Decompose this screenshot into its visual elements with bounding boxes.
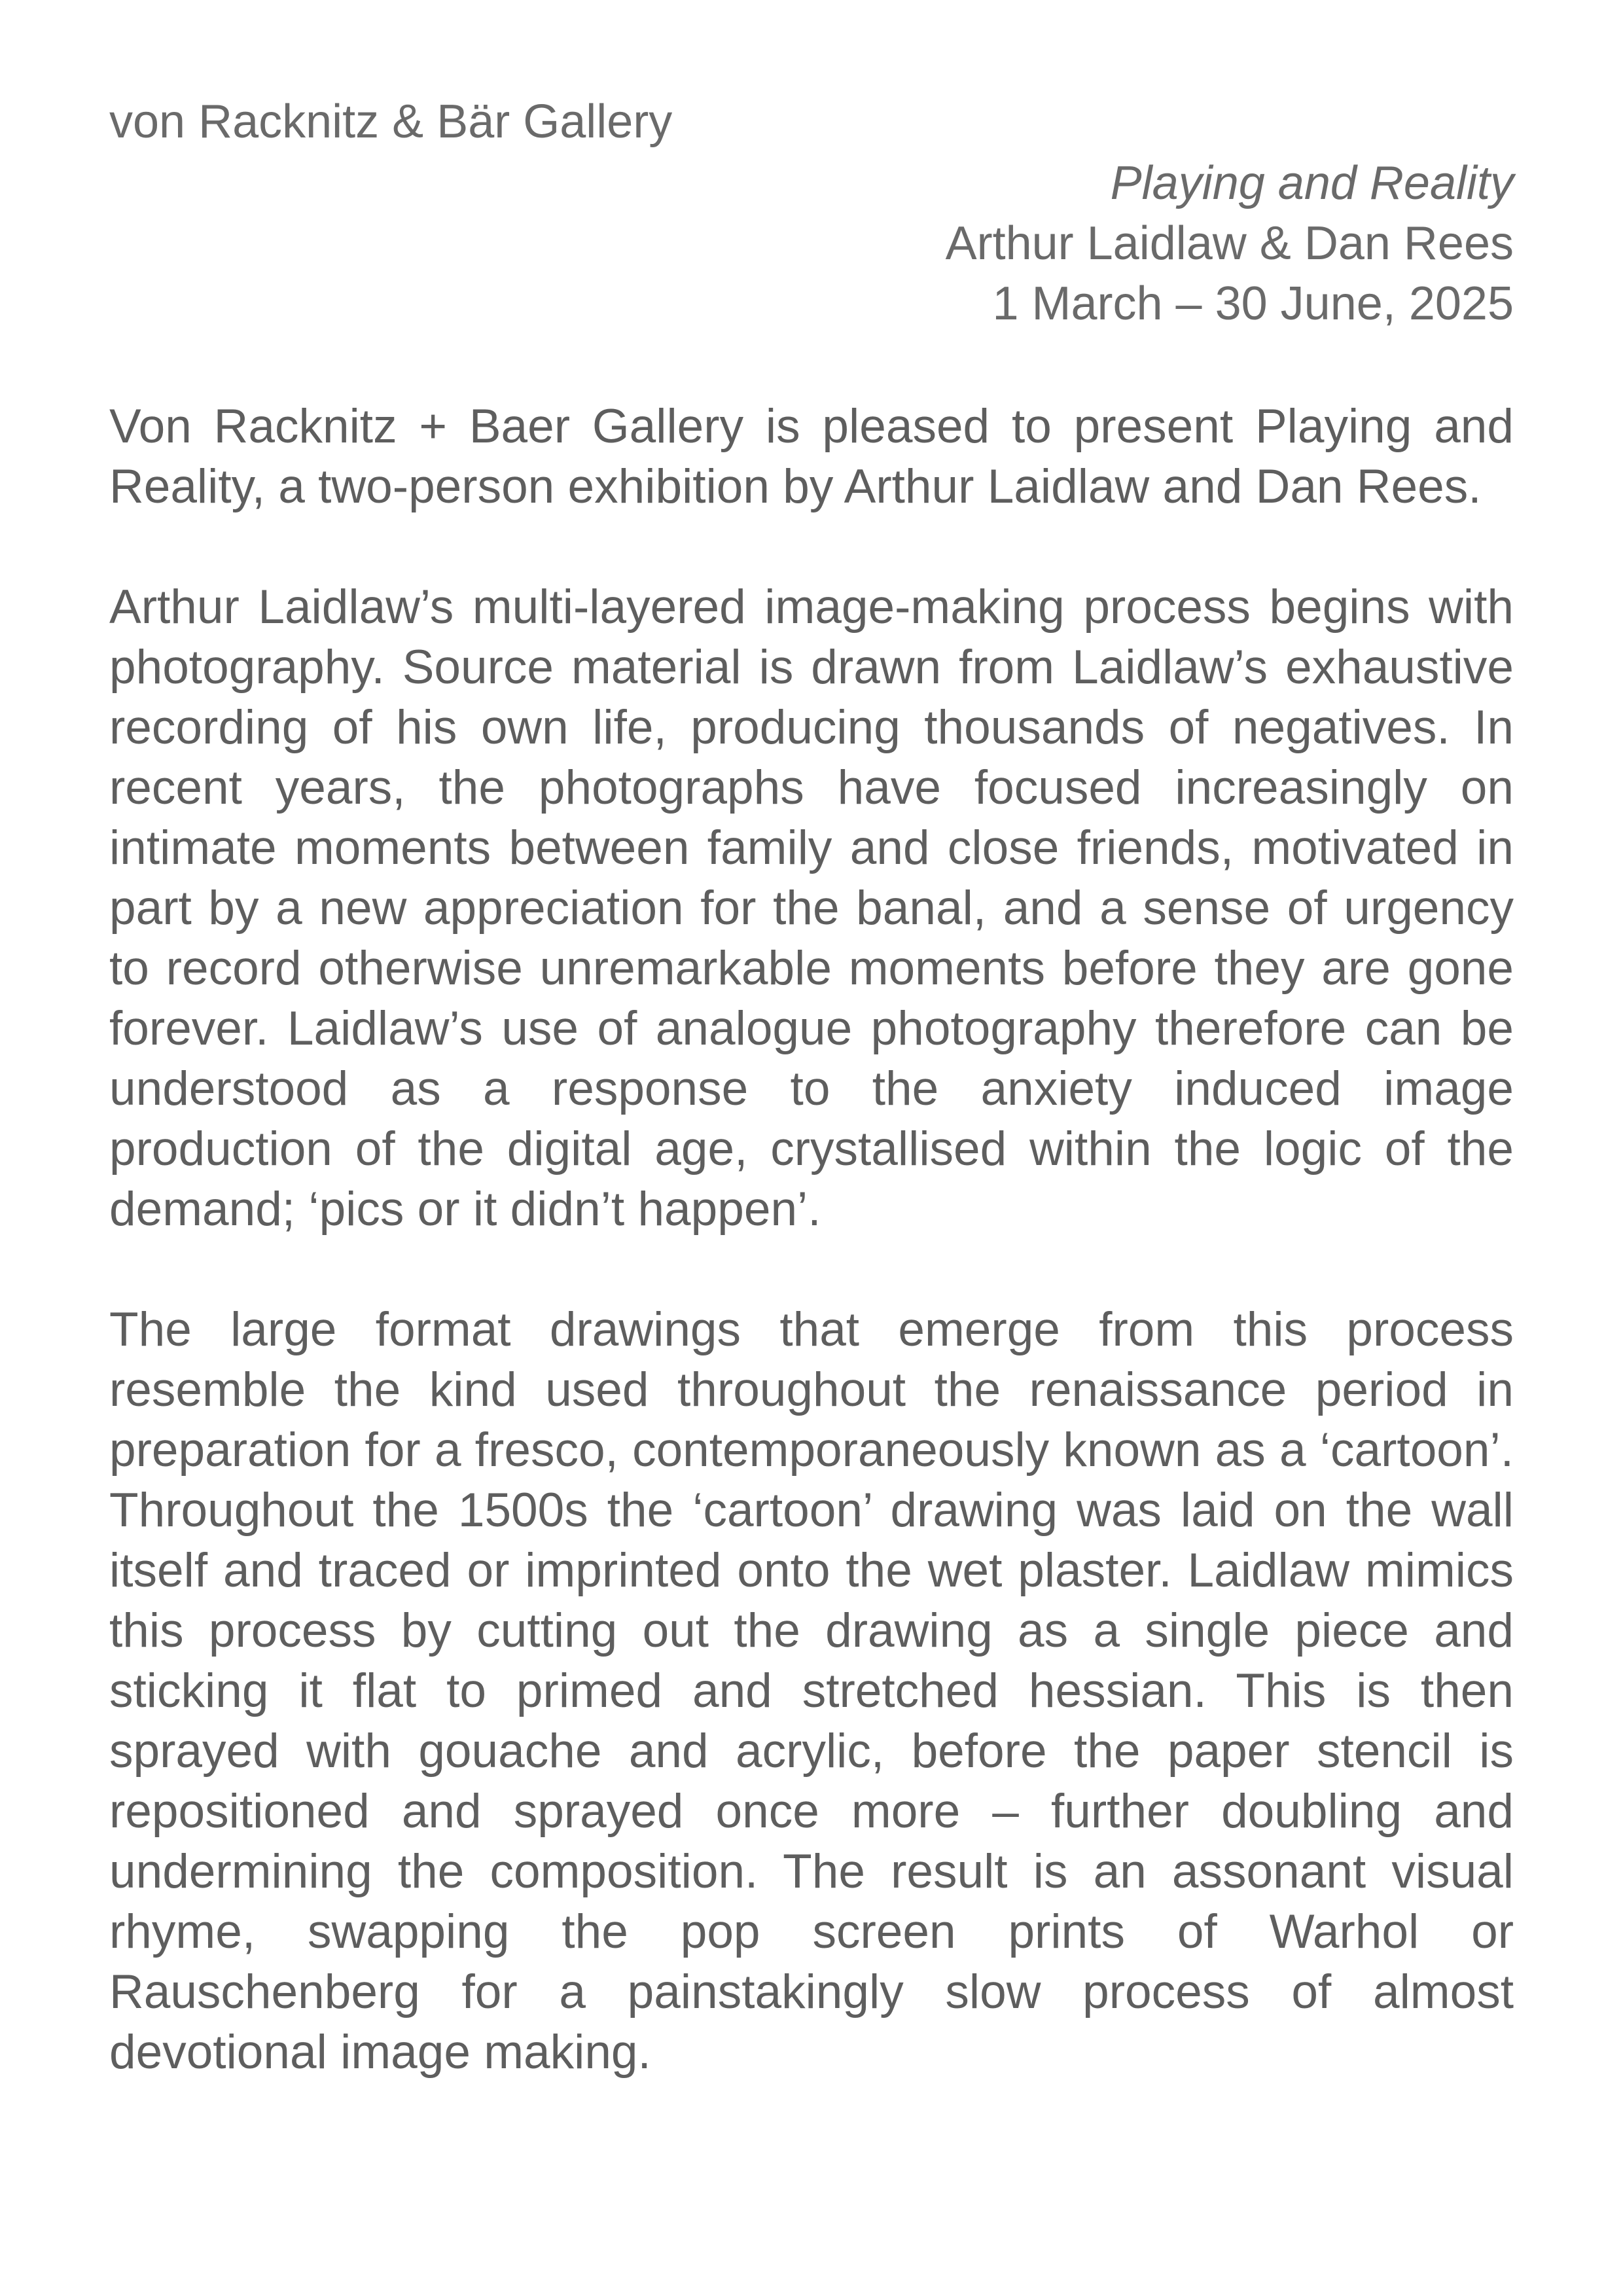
exhibition-artists: Arthur Laidlaw & Dan Rees [945,217,1514,270]
exhibition-header [946,153,1514,334]
drawings-paragraph: The large format drawings that emerge from this process resemble the kind used throughout the renaissance period in preparation for a fresco, contemporaneously known as a ‘cartoon’. Throughout the 1500s the ‘cartoon’ drawing was laid on the wall itself and traced or imprinted onto the wet plaster. Laidlaw mimics this process by cutting out the drawing as a single piece and sticking it flat to primed and stretched hessian. This is then sprayed with gouache and acrylic, before the paper stencil is repositioned and sprayed once more – further doubling and undermining the composition. The result is an assonant visual rhyme, swapping the pop screen prints of Warhol or Rauschenberg for a painstakingly slow process of almost devotional image making. [109,1303,1514,2079]
photography-paragraph: Arthur Laidlaw’s multi-layered image-making process begins with photography. Source material is drawn from Laidlaw’s exhaustive recording of his own life, producing thousands of negatives. In recent years, the photographs have focused increasingly on intimate moments between family and close friends, motivated in part by a new appreciation for the banal, and a sense of urgency to record otherwise unremarkable moments before they are gone forever. Laidlaw’s use of analogue photography therefore can be understood as a response to the anxiety induced image production of the digital age, crystallised within the logic of the demand; ‘pics or it didn’t happen’. [109,581,1514,1236]
gallery-name: von Racknitz & Bär Gallery [109,96,673,148]
intro-paragraph: Von Racknitz + Baer Gallery is pleased to present Playing and Reality, a two-person exhibition by Arthur Laidlaw and Dan Rees. [109,400,1514,513]
exhibition-title: Playing and Reality [1110,157,1514,209]
exhibition-dates: 1 March – 30 June, 2025 [992,278,1514,330]
press-release-body [109,397,1514,2143]
